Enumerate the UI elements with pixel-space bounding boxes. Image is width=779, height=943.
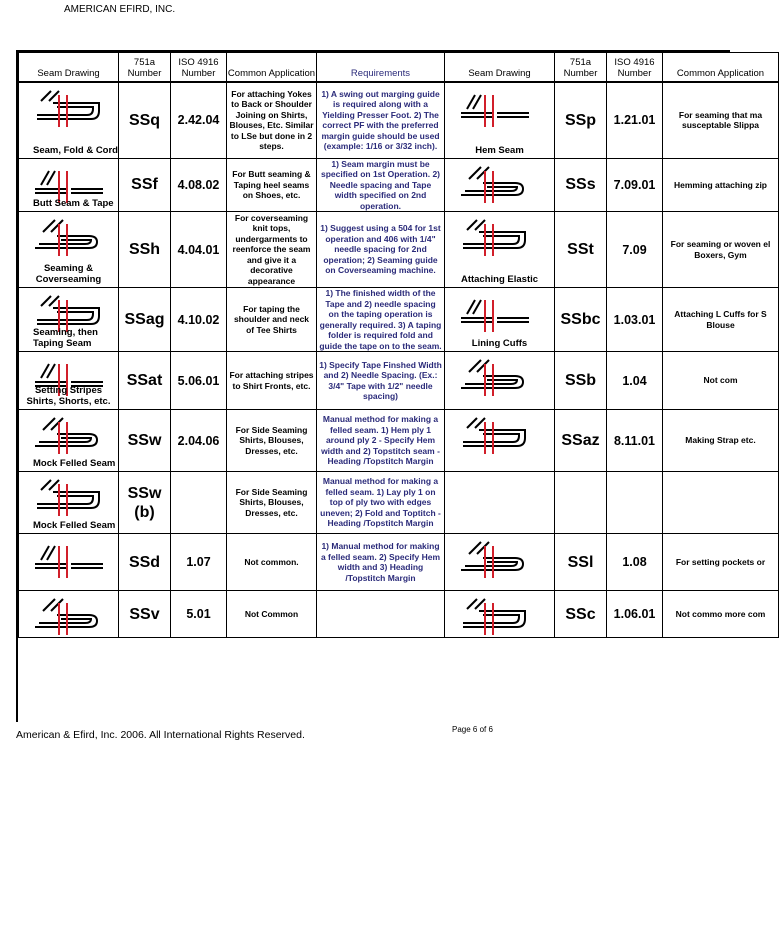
left-drawing-cell	[19, 82, 119, 158]
table-row	[19, 212, 779, 288]
seam-code-right: SSc	[555, 591, 607, 638]
requirements: 1) Manual method for making a felled seam. 2) Specify Hem width and 3) Heading /Topstitch Margin	[317, 534, 445, 591]
right-drawing-cell	[445, 591, 555, 638]
seam-drawing-label: Seaming & Coverseaming	[35, 263, 102, 285]
seam-drawing-icon	[459, 218, 531, 258]
seam-drawing-icon	[459, 89, 531, 129]
iso-number: 1.07	[171, 534, 227, 591]
common-application: Not Common	[227, 591, 317, 638]
common-application-right: Not commo more com	[663, 591, 779, 638]
requirements: 1) The finished width of the Tape and 2) needle spacing on the taping operation is generally required. 3) A taping folder is required fold and guide the tape on to the seam.	[317, 288, 445, 352]
table-row	[19, 158, 779, 212]
left-drawing-cell	[19, 158, 119, 212]
left-drawing-cell	[19, 591, 119, 638]
left-drawing-cell	[19, 410, 119, 472]
common-application: For attaching Yokes to Back or Shoulder Joining on Shirts, Blouses, Etc. Similar to LSe but done in 2 steps.	[227, 82, 317, 158]
seam-drawing-icon	[459, 540, 531, 580]
seam-code-right: SSs	[555, 158, 607, 212]
table-row	[19, 472, 779, 534]
col-iso-number-right: ISO 4916 Number	[607, 53, 663, 83]
right-drawing-cell	[445, 472, 555, 534]
seam-code-right: SSb	[555, 352, 607, 410]
iso-number: 4.04.01	[171, 212, 227, 288]
table-row	[19, 410, 779, 472]
common-application: For taping the shoulder and neck of Tee Shirts	[227, 288, 317, 352]
table-row	[19, 82, 779, 158]
common-application: For attaching stripes to Shirt Fronts, etc.	[227, 352, 317, 410]
seam-code-right: SSbc	[555, 288, 607, 352]
copyright-footer: American & Efird, Inc. 2006. All International Rights Reserved.	[16, 729, 305, 741]
seam-code-right: SSt	[555, 212, 607, 288]
table-row	[19, 288, 779, 352]
seam-drawing-icon	[459, 358, 531, 398]
iso-number: 5.01	[171, 591, 227, 638]
common-application: For Butt seaming & Taping heel seams on Shoes, etc.	[227, 158, 317, 212]
seam-drawing-label: Seaming, then Taping Seam	[33, 327, 98, 349]
seam-drawing-label: Hem Seam	[475, 144, 524, 156]
seam-drawing-icon	[33, 218, 105, 258]
iso-number-right: 1.08	[607, 534, 663, 591]
seam-code: SSw	[119, 410, 171, 472]
iso-number-right: 1.06.01	[607, 591, 663, 638]
iso-number-right: 1.21.01	[607, 82, 663, 158]
seam-drawing-icon	[459, 416, 531, 456]
common-application-right: Attaching L Cuffs for S Blouse	[663, 288, 779, 352]
seam-code: SSd	[119, 534, 171, 591]
common-application-right: For seaming that ma susceptable Slippa	[663, 82, 779, 158]
left-drawing-cell	[19, 288, 119, 352]
iso-number: 4.08.02	[171, 158, 227, 212]
seam-drawing-icon	[33, 478, 105, 518]
col-751a-number-right: 751a Number	[555, 53, 607, 83]
seam-drawing-label: Attaching Elastic	[460, 274, 539, 285]
col-seam-drawing: Seam Drawing	[19, 53, 119, 83]
left-drawing-cell	[19, 212, 119, 288]
table-row	[19, 534, 779, 591]
seam-drawing-label: Lining Cuffs	[471, 338, 528, 349]
page-number: Page 6 of 6	[452, 725, 493, 734]
col-751a-number: 751a Number	[119, 53, 171, 83]
seam-code-right	[555, 472, 607, 534]
common-application-right: For seaming or woven el Boxers, Gym	[663, 212, 779, 288]
seam-code: SSv	[119, 591, 171, 638]
seam-drawing-icon	[33, 416, 105, 456]
seam-drawing-label: Butt Seam & Tape	[33, 198, 114, 209]
seam-table	[18, 52, 779, 638]
iso-number-right: 1.03.01	[607, 288, 663, 352]
common-application: Not common.	[227, 534, 317, 591]
right-drawing-cell	[445, 82, 555, 158]
iso-number	[171, 472, 227, 534]
col-requirements: Requirements	[317, 53, 445, 83]
col-iso-number: ISO 4916 Number	[171, 53, 227, 83]
requirements: Manual method for making a felled seam. 1) Lay ply 1 on top of ply two with edges uneven; 2) Fold and Toptitch - Heading /Topstitch Margin	[317, 472, 445, 534]
iso-number: 2.04.06	[171, 410, 227, 472]
company-name: AMERICAN EFIRD, INC.	[64, 4, 176, 15]
requirements: Manual method for making a felled seam. 1) Hem ply 1 around ply 2 - Specify Hem width and 2) Topstitch seam - Heading /Topstitch Margin	[317, 410, 445, 472]
seam-drawing-icon	[33, 597, 105, 637]
seam-drawing-label: Setting Stripes Shirts, Shorts, etc.	[26, 385, 111, 407]
requirements: 1) Suggest using a 504 for 1st operation and 406 with 1/4" needle spacing for 2nd operation; 2) Seaming guide on Coverseaming machine.	[317, 212, 445, 288]
common-application-right: Not com	[663, 352, 779, 410]
seam-code-right: SSp	[555, 82, 607, 158]
common-application-right: For setting pockets or	[663, 534, 779, 591]
iso-number-right: 7.09.01	[607, 158, 663, 212]
seam-code: SSag	[119, 288, 171, 352]
left-drawing-cell	[19, 534, 119, 591]
iso-number-right: 8.11.01	[607, 410, 663, 472]
seam-drawing-icon	[33, 540, 105, 580]
seam-code: SSf	[119, 158, 171, 212]
common-application-right: Hemming attaching zip	[663, 158, 779, 212]
requirements	[317, 591, 445, 638]
seam-code: SSh	[119, 212, 171, 288]
seam-drawing-icon	[459, 294, 531, 334]
common-application: For Side Seaming Shirts, Blouses, Dresses, etc.	[227, 472, 317, 534]
table-row	[19, 352, 779, 410]
col-common-application: Common Application	[227, 53, 317, 83]
iso-number-right	[607, 472, 663, 534]
common-application: For Side Seaming Shirts, Blouses, Dresses, etc.	[227, 410, 317, 472]
right-drawing-cell	[445, 158, 555, 212]
seam-drawing-icon	[33, 89, 105, 129]
seam-code: SSw (b)	[119, 472, 171, 534]
requirements: 1) A swing out marging guide is required along with a Yielding Presser Foot. 2) The correct PF with the preferred margin guide should be used (example: 1/16 or 3/32 inch).	[317, 82, 445, 158]
seam-code-right: SSl	[555, 534, 607, 591]
seam-table-sheet	[16, 50, 771, 722]
requirements: 1) Seam margin must be specified on 1st Operation. 2) Needle spacing and Tape width specified on 2nd operation.	[317, 158, 445, 212]
seam-code: SSat	[119, 352, 171, 410]
seam-code: SSq	[119, 82, 171, 158]
seam-drawing-label: Mock Felled Seam	[33, 458, 116, 469]
table-row	[19, 591, 779, 638]
seam-drawing-icon	[459, 597, 531, 637]
seam-drawing-label: Seam, Fold & Cord	[33, 144, 118, 156]
iso-number: 2.42.04	[171, 82, 227, 158]
right-drawing-cell	[445, 352, 555, 410]
iso-number: 5.06.01	[171, 352, 227, 410]
right-drawing-cell	[445, 534, 555, 591]
right-drawing-cell	[445, 288, 555, 352]
seam-code-right: SSaz	[555, 410, 607, 472]
left-drawing-cell	[19, 352, 119, 410]
common-application-right: Making Strap etc.	[663, 410, 779, 472]
col-common-application-right: Common Application	[663, 53, 779, 83]
seam-drawing-label: Mock Felled Seam	[33, 520, 116, 531]
col-seam-drawing-right: Seam Drawing	[445, 53, 555, 83]
requirements: 1) Specify Tape Finshed Width and 2) Needle Spacing. (Ex.: 3/4" Tape with 1/2" needle spacing)	[317, 352, 445, 410]
common-application-right	[663, 472, 779, 534]
iso-number-right: 7.09	[607, 212, 663, 288]
right-drawing-cell	[445, 410, 555, 472]
common-application: For coverseaming knit tops, undergarments to reenforce the seam and give it a decorative appearance	[227, 212, 317, 288]
seam-drawing-icon	[459, 165, 531, 205]
iso-number: 4.10.02	[171, 288, 227, 352]
iso-number-right: 1.04	[607, 352, 663, 410]
right-drawing-cell	[445, 212, 555, 288]
left-drawing-cell	[19, 472, 119, 534]
